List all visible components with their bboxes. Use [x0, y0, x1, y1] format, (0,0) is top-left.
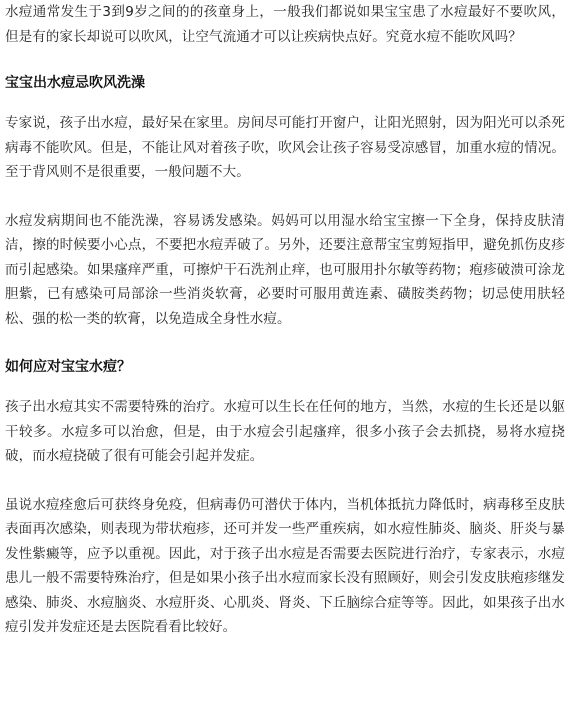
paragraph-no-special-treatment: 孩子出水痘其实不需要特殊的治疗。水痘可以生长在任何的地方，当然，水痘的生长还是以躯干较多。水痘多可以治愈，但是，由于水痘会引起瘙痒，很多小孩子会去抓挠，易将水痘挠破，而水痘挠破了很有可能会引起并发症。 — [5, 399, 565, 464]
spacer — [5, 469, 565, 493]
spacer — [5, 379, 565, 395]
spacer — [5, 185, 565, 209]
spacer — [5, 331, 565, 355]
section-heading-how-to-cope: 如何应对宝宝水痘？ — [5, 359, 131, 375]
spacer — [5, 95, 565, 111]
paragraph-stay-home: 专家说，孩子出水痘，最好呆在家里。房间尽可能打开窗户，让阳光照射，因为阳光可以杀死病毒不能吹风。但是，不能让风对着孩子吹，吹风会让孩子容易受凉感冒，加重水痘的情况。至于背风则不是很重要，一般问题不大。 — [5, 115, 565, 180]
paragraph-no-bathing: 水痘发病期间也不能洗澡，容易诱发感染。妈妈可以用湿水给宝宝擦一下全身，保持皮肤清洁，擦的时候要小心点，不要把水痘弄破了。另外，还要注意帮宝宝剪短指甲，避免抓伤皮疹而引起感染。如果瘙痒严重，可擦炉干石洗剂止痒，也可服用扑尔敏等药物；疱疹破溃可涂龙胆紫，已有感染可局部涂一些消炎软膏，必要时可服用黄连素、磺胺类药物；切忌使用肤轻松、强的松一类的软膏，以免造成全身性水痘。 — [5, 212, 565, 327]
spacer — [5, 49, 565, 71]
intro-paragraph: 水痘通常发生于3到9岁之间的的孩童身上，一般我们都说如果宝宝患了水痘最好不要吹风，但是有的家长却说可以吹风，让空气流通才可以让疾病快点好。究竟水痘不能吹风吗？ — [5, 4, 565, 45]
section-heading-no-wind-bath: 宝宝出水痘忌吹风洗澡 — [5, 75, 145, 91]
paragraph-complications: 虽说水痘痊愈后可获终身免疫，但病毒仍可潜伏于体内，当机体抵抗力降低时，病毒移至皮肤表面再次感染，则表现为带状疱疹，还可并发一些严重疾病，如水痘性肺炎、脑炎、肝炎与暴发性紫癜等，应予以重视。因此，对于孩子出水痘是否需要去医院进行治疗，专家表示，水痘患儿一般不需要特殊治疗，但是如果小孩子出水痘而家长没有照顾好，则会引发皮肤疱疹继发感染、肺炎、水痘脑炎、水痘肝炎、心肌炎、肾炎、下丘脑综合症等等。因此，如果孩子出水痘引发并发症还是去医院看看比较好。 — [5, 496, 565, 635]
